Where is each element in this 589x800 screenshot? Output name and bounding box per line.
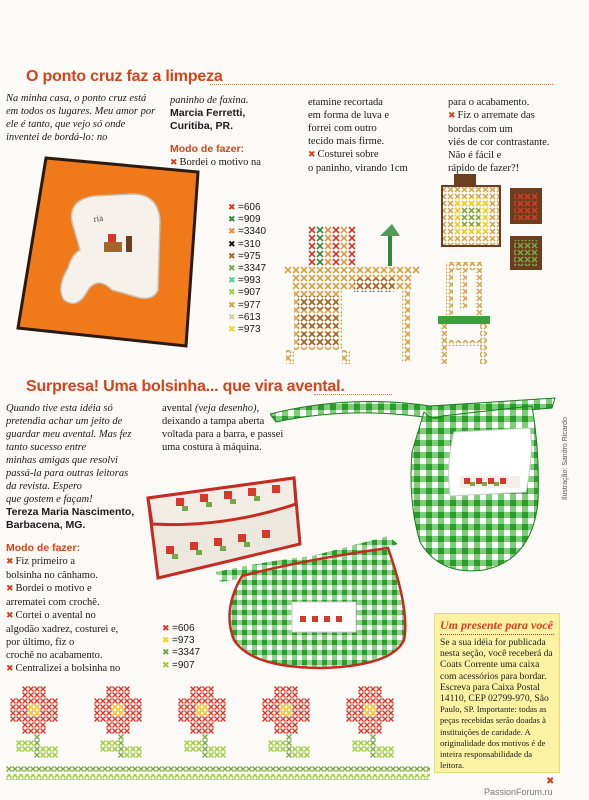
intro-line: guardar meu avental. Mas fez	[6, 429, 132, 440]
mitt-book-motif	[108, 234, 116, 242]
section2-author-city: Barbacena, MG.	[6, 519, 86, 531]
step5-line: rápido de fazer?!	[448, 163, 520, 174]
cross-stitch-mark-icon: ✖	[162, 660, 170, 671]
intro-line: que gostem e façam!	[6, 494, 93, 505]
legend-row: ✖ =909	[228, 214, 261, 226]
cross-stitch-mark-icon: ✖	[162, 624, 170, 634]
flower-motif	[178, 686, 226, 758]
cross-stitch-mark-icon: ✖	[308, 150, 316, 160]
intro-line: passá-la para outras leitoras	[6, 468, 129, 479]
intro-line: Quando tive esta idéia só	[6, 403, 113, 414]
title-rule	[210, 84, 553, 85]
flower-motif	[262, 686, 310, 758]
intro-line: da revista. Espero	[6, 481, 82, 492]
legend-row: ✖ =606	[162, 623, 195, 634]
section2-step-line: crochê no acabamento.	[6, 650, 103, 661]
legend-row: ✖ =3347	[162, 647, 201, 659]
mitt-chair-motif	[126, 236, 132, 252]
step4-line: para o acabamento.	[448, 97, 530, 108]
cross-stitch-mark-icon: ✖	[546, 776, 555, 787]
cross-stitch-mark-icon: ✖	[228, 276, 236, 287]
step2-line: em forma de luva e	[308, 110, 390, 121]
flower-motif	[94, 686, 142, 758]
legend-row: ✖ =973	[162, 635, 195, 647]
gift-box-line: Escreva para Caixa Postal	[440, 681, 540, 693]
step3-line: o paninho, virando 1cm	[308, 163, 408, 174]
cross-stitch-mark-icon: ✖	[6, 611, 14, 621]
legend-row: ✖ =3340	[228, 226, 267, 238]
section2-color-legend	[162, 623, 200, 672]
section1-col3	[308, 96, 443, 175]
gift-box-line: Paulo, SP. Importante: todas as	[440, 704, 547, 715]
section2-step-line: arrematei com crochê.	[6, 597, 100, 608]
cross-stitch-mark-icon: ✖	[228, 227, 236, 238]
section2-step-line: ✖ Bordei o motivo e	[6, 583, 92, 594]
legend-row: ✖ =975	[228, 250, 261, 262]
section1-step1: ✖ Bordei o motivo na	[170, 157, 261, 168]
legend-row: ✖ =606	[228, 202, 261, 213]
step3-line: ✖ Costurei sobre	[308, 149, 379, 160]
cross-stitch-mark-icon: ✖	[228, 239, 236, 250]
gift-box-line: Coats Corrente uma caixa	[440, 659, 540, 671]
legend-row: ✖ =993	[228, 275, 261, 287]
cross-stitch-mark-icon: ✖	[228, 251, 236, 262]
gift-box-line: peças recebidas serão doadas à	[440, 715, 546, 726]
legend-row: ✖ =613	[228, 311, 261, 323]
gift-box-line: 14110, CEP 02799-970, São	[440, 693, 549, 705]
intro-line: pretendia achar um jeito de	[6, 416, 123, 427]
section2-author-name: Tereza Maria Nascimento,	[6, 506, 135, 518]
cross-stitch-mark-icon: ✖	[448, 111, 456, 121]
section1-col4	[448, 96, 578, 175]
legend-row: ✖ =310	[228, 238, 261, 250]
col2-line: uma costura à máquina.	[162, 442, 262, 453]
section1-author-name: Marcia Ferretti,	[170, 107, 246, 119]
step2-line: forrei com outro	[308, 123, 377, 134]
legend-row: ✖ =907	[228, 287, 261, 299]
cross-stitch-mark-icon: ✖	[228, 264, 236, 275]
gift-box-line: originalidade dos motivos é de	[440, 737, 546, 748]
section2-step-line: por último, fiz o	[6, 637, 75, 648]
section2-step-line: ✖ Fiz primeiro a	[6, 556, 76, 567]
cross-stitch-mark-icon: ✖	[228, 325, 236, 336]
legend-row: ✖ =973	[228, 324, 261, 336]
mitt-text: ria	[92, 212, 104, 224]
gift-box-line: Se a sua idéia for publicada	[440, 637, 546, 648]
step5-line: viés de cor contrastante.	[448, 137, 550, 148]
section2-step-line: bolsinha no cânhamo.	[6, 570, 98, 581]
gift-box-line: inteira responsabilidade da	[440, 749, 533, 760]
cross-stitch-mark-icon: ✖	[162, 648, 170, 659]
cross-stitch-mark-icon: ✖	[162, 636, 170, 647]
step2-line: etamine recortada	[308, 97, 383, 108]
flower-motif	[10, 686, 58, 758]
step5-line: bordas com um	[448, 124, 513, 135]
section1-author-city: Curitiba, PR.	[170, 120, 234, 132]
desk-cross-stitch-chart	[284, 218, 424, 366]
gift-box-line: com acessórios para bordar.	[440, 670, 547, 682]
step5-line: ✖ Fiz o arremate das	[448, 110, 535, 121]
picture-frames-chart	[440, 172, 550, 272]
gift-box-rule	[440, 634, 554, 635]
gift-info-box	[434, 613, 560, 773]
gift-box-line: instituições de caridade. A	[440, 726, 531, 737]
intro-line: tanto sucesso entre	[6, 442, 87, 453]
mitt-desk-motif	[104, 242, 122, 252]
col2-line: deixando a tampa aberta	[162, 416, 265, 427]
section1-method-title: Modo de fazer:	[170, 143, 245, 155]
small-apron-illustration	[212, 530, 420, 670]
legend-row: ✖ =3347	[228, 263, 267, 275]
cross-stitch-mark-icon: ✖	[6, 584, 14, 594]
section2-method-title: Modo de fazer:	[6, 542, 81, 554]
section2-title: Surpresa! Uma bolsinha... que vira avental.	[26, 378, 345, 395]
flower-motif	[346, 686, 394, 758]
col2-line: voltada para a barra, e passei	[162, 429, 284, 440]
gift-box-line: leitora.	[440, 760, 465, 771]
section2-step-line: ✖ Centralizei a bolsinha no	[6, 663, 121, 674]
section1-intro: Na minha casa, o ponto cruz está em todos os lugares. Meu amor por ele é tanto, que vejo só onde inventei de bordá-lo: no	[6, 93, 156, 143]
intro-line: minhas amigas que resolvi	[6, 455, 118, 466]
watermark: PassionForum.ru	[484, 787, 553, 797]
section1-col2-intro: paninho de faxina.	[170, 95, 249, 106]
cross-stitch-mark-icon: ✖	[228, 300, 236, 311]
cross-stitch-mark-icon: ✖	[170, 158, 178, 168]
cross-stitch-mark-icon: ✖	[228, 215, 236, 226]
section1-title: O ponto cruz faz a limpeza	[26, 68, 223, 85]
section2-step-line: ✖ Cortei o avental no	[6, 610, 96, 621]
section2-step-line: algodão xadrez, costurei e,	[6, 624, 119, 635]
chair-cross-stitch-chart	[434, 260, 494, 366]
cross-stitch-mark-icon: ✖	[228, 312, 236, 323]
step2-line: tecido mais firme.	[308, 136, 385, 147]
cleaning-cloth-illustration	[8, 150, 208, 350]
legend-row: ✖ =977	[228, 299, 261, 311]
col2-line: avental (veja desenho),	[162, 403, 260, 414]
legend-row: ✖ =907	[162, 659, 195, 671]
section2-col1	[6, 402, 158, 676]
cross-stitch-mark-icon: ✖	[228, 203, 236, 213]
flower-border-chart	[6, 682, 430, 788]
cross-stitch-mark-icon: ✖	[6, 664, 14, 674]
cross-stitch-mark-icon: ✖	[6, 557, 14, 567]
step5-line: Não é fácil e	[448, 150, 502, 161]
gift-box-line: nesta seção, você receberá da	[440, 648, 553, 660]
illustration-credit: Ilustração: Sandro Ricardo	[562, 417, 569, 500]
section1-color-legend	[228, 202, 266, 336]
cross-stitch-mark-icon: ✖	[228, 288, 236, 299]
gift-box-title: Um presente para você	[440, 618, 553, 632]
